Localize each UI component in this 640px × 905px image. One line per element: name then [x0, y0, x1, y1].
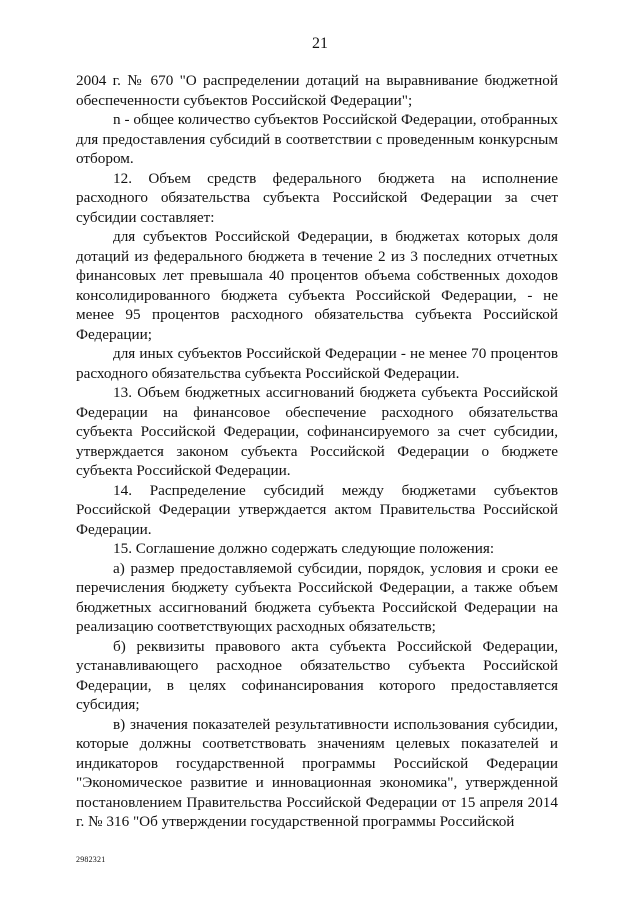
paragraph: б) реквизиты правового акта субъекта Российской Федерации, устанавливающего расходное обязательство субъекта Российской Федерации, в целях софинансирования которого предоставляется субсидия;	[76, 637, 558, 713]
paragraph: для иных субъектов Российской Федерации - не менее 70 процентов расходного обязательства субъекта Российской Федерации.	[76, 345, 558, 382]
paragraph: 14. Распределение субсидий между бюджетами субъектов Российской Федерации утверждается актом Правительства Российской Федерации.	[76, 481, 558, 538]
paragraph: 2004 г. № 670 "О распределении дотаций на выравнивание бюджетной обеспеченности субъектов Российской Федерации";	[76, 72, 558, 109]
paragraph: в) значения показателей результативности использования субсидии, которые должны соответствовать значениям целевых показателей и индикаторов государственной программы Российской Федерации "Экономическое развитие и инновационная экономика", утвержденной постановлением Правительства Российской Федерации от 15 апреля 2014 г. № 316 "Об утверждении государственной программы Российской	[76, 715, 558, 830]
paragraph: 12. Объем средств федерального бюджета на исполнение расходного обязательства субъекта Российской Федерации за счет субсидии составляет:	[76, 169, 558, 226]
paragraph: для субъектов Российской Федерации, в бюджетах которых доля дотаций из федерального бюджета в течение 2 из 3 последних отчетных финансовых лет превышала 40 процентов объема собственных доходов консолидированного бюджета субъекта Российской Федерации, - не менее 95 процентов расходного обязательства субъекта Российской Федерации;	[76, 228, 558, 343]
paragraph: 13. Объем бюджетных ассигнований бюджета субъекта Российской Федерации на финансовое обеспечение расходного обязательства субъекта Российской Федерации, софинансируемого за счет субсидии, утверждается законом субъекта Российской Федерации о бюджете субъекта Российской Федерации.	[76, 384, 558, 479]
paragraph: а) размер предоставляемой субсидии, порядок, условия и сроки ее перечисления бюджету субъекта Российской Федерации, а также объем бюджетных ассигнований бюджета субъекта Российской Федерации на реализацию соответствующих расходных обязательств;	[76, 559, 558, 635]
paragraph: 15. Соглашение должно содержать следующие положения:	[113, 540, 495, 557]
document-code: 2982321	[76, 855, 106, 864]
paragraph: n - общее количество субъектов Российской Федерации, отобранных для предоставления субсидий в соответствии с проведенным конкурсным отбором.	[76, 111, 558, 167]
document-body	[76, 71, 558, 832]
page-number: 21	[312, 35, 328, 52]
